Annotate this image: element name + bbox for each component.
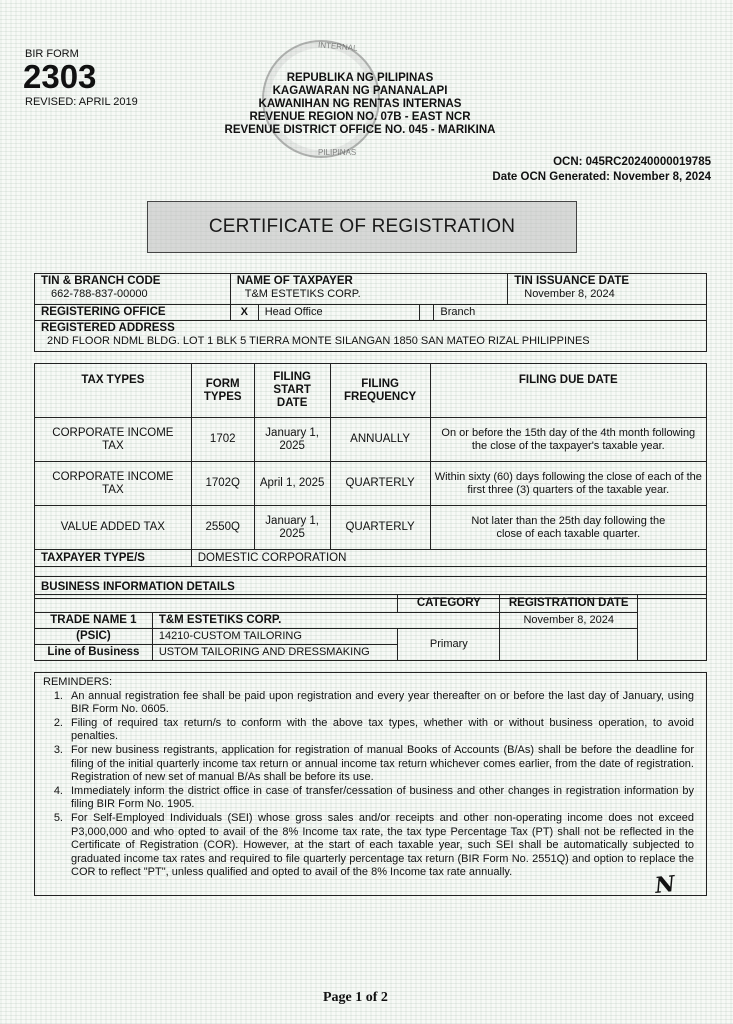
taxpayer-name-value: T&M ESTETIKS CORP. (244, 288, 361, 300)
tax-table-header-row (35, 364, 707, 418)
reminder-text: For new business registrants, application for registration of manual Books of Accounts (B/As) shall be before the deadline for filing of the initial quarterly income tax return or annual income tax return whichever comes earlier, from the date of registration. Registration of new set of manual B/As shall be before its use. (71, 743, 694, 784)
registering-office-row (35, 305, 707, 321)
reminders-list (43, 690, 698, 880)
reminders-box (34, 672, 707, 896)
spacer (35, 567, 707, 577)
reminders-title: REMINDERS: (43, 676, 113, 688)
registration-date-label: REGISTRATION DATE (500, 595, 638, 613)
registered-address-cell (35, 321, 707, 352)
filing-due-date: On or before the 15th day of the 4th month following the close of the taxpayer's taxable year. (430, 418, 706, 462)
reminder-text: Filing of required tax return/s to conform with the above tax types, whether with or without business operation, to avoid penalties. (71, 716, 694, 743)
agency-line-bureau: KAWANIHAN NG RENTAS INTERNAS (258, 98, 462, 110)
reminder-text: Immediately inform the district office in case of transfer/cessation of business and other changes in registration information by filing BIR Form No. 1905. (71, 784, 694, 811)
signature-initial-icon: N (653, 871, 677, 899)
tax-row (35, 418, 707, 462)
registration-date-blank (500, 629, 638, 661)
form-type: 1702Q (191, 462, 254, 506)
trade-name-label: TRADE NAME 1 (35, 613, 153, 629)
form-label: BIR FORM (25, 48, 79, 60)
ocn-block (492, 155, 711, 185)
tin-value: 662-788-837-00000 (51, 288, 148, 300)
reminder-number: 2. (53, 716, 63, 729)
agency-line-department: KAGAWARAN NG PANANALAPI (272, 85, 448, 97)
reminder-text: An annual registration fee shall be paid upon registration and every year thereafter on or before the last day of January, using BIR Form No. 0605. (71, 689, 694, 716)
registered-address-label: REGISTERED ADDRESS (41, 322, 175, 334)
trade-name-row (35, 613, 707, 629)
head-office-checkbox: X (230, 305, 258, 321)
form-number: 2303 (23, 58, 97, 95)
line-of-business-value: USTOM TAILORING AND DRESSMAKING (152, 645, 398, 661)
business-header-trailing (638, 595, 707, 613)
tin-cell (35, 274, 231, 305)
tin-issuance-value: November 8, 2024 (524, 288, 615, 300)
category-value: Primary (398, 629, 500, 661)
seal-bottom-text: PILIPINAS (318, 148, 357, 157)
taxpayer-name-cell (230, 274, 508, 305)
seal-top-text: INTERNAL (317, 40, 358, 53)
header-filing-due-date: FILING DUE DATE (430, 364, 706, 418)
category-label: CATEGORY (398, 595, 500, 613)
title-banner (147, 201, 577, 253)
filing-frequency: QUARTERLY (330, 506, 430, 550)
header-filing-start-date: FILING START DATE (254, 364, 330, 418)
taxpayer-name-label: NAME OF TAXPAYER (236, 275, 353, 287)
agency-line-region: REVENUE REGION NO. 07B - EAST NCR (249, 111, 471, 123)
reminder-number: 1. (53, 689, 63, 702)
agency-line-republic: REPUBLIKA NG PILIPINAS (286, 72, 434, 84)
reminder-text: For Self-Employed Individuals (SEI) whose gross sales and/or receipts and other non-operating income does not exceed P3,000,000 and who opted to avail of the 8% Income tax rate, the tax type Percentage Tax (PT) shall not be reflected in the Certificate of Registration (COR). However, at the start of each taxable year, such SEI shall be automatically subjected to graduated income tax rates and required to file quarterly percentage tax return (BIR Form No. 2551Q) and option to replace the COR to reflect "PT", unless qualified and opted to avail of the 8% Income tax rate annually. (71, 811, 694, 879)
tax-row (35, 506, 707, 550)
header-tax-types: TAX TYPES (35, 364, 192, 418)
reminder-item (43, 812, 698, 880)
filing-due-date: Not later than the 25th day following the close of each taxable quarter. (430, 506, 706, 550)
branch-label: Branch (434, 305, 707, 321)
head-office-label: Head Office (258, 305, 420, 321)
taxpayer-type-value: DOMESTIC CORPORATION (191, 550, 706, 567)
agency-heading (200, 72, 520, 137)
tax-type: VALUE ADDED TAX (35, 506, 192, 550)
page-number: Page 1 of 2 (323, 990, 388, 1005)
taxpayer-info-table (34, 273, 707, 352)
reminder-number: 5. (53, 811, 63, 824)
tax-types-table (34, 363, 707, 599)
business-info-table (34, 594, 707, 661)
tin-issuance-cell (508, 274, 707, 305)
taxpayer-identity-row (35, 274, 707, 305)
tin-issuance-label: TIN ISSUANCE DATE (514, 275, 630, 287)
reminder-number: 4. (53, 784, 63, 797)
business-header-row (35, 595, 707, 613)
trade-name-value: T&M ESTETIKS CORP. (152, 613, 499, 629)
reminder-item (43, 717, 698, 744)
header-form-types: FORM TYPES (191, 364, 254, 418)
psic-row (35, 629, 707, 645)
form-type: 2550Q (191, 506, 254, 550)
page-title: CERTIFICATE OF REGISTRATION (208, 216, 516, 237)
reminder-item (43, 690, 698, 717)
ocn-number: OCN: 045RC20240000019785 (553, 156, 711, 168)
registration-date-value: November 8, 2024 (500, 613, 638, 629)
business-header-blank (35, 595, 398, 613)
psic-value: 14210-CUSTOM TAILORING (152, 629, 398, 645)
business-info-label: BUSINESS INFORMATION DETAILS (35, 577, 707, 599)
line-of-business-label: Line of Business (35, 645, 153, 661)
taxpayer-type-label: TAXPAYER TYPE/S (35, 550, 192, 567)
reminder-number: 3. (53, 743, 63, 756)
filing-frequency: ANNUALLY (330, 418, 430, 462)
spacer-row (35, 567, 707, 577)
branch-checkbox (420, 305, 434, 321)
agency-line-district: REVENUE DISTRICT OFFICE NO. 045 - MARIKINA (224, 124, 496, 136)
tin-label: TIN & BRANCH CODE (41, 275, 161, 287)
psic-label: (PSIC) (35, 629, 153, 645)
reminder-item (43, 785, 698, 812)
filing-start-date: January 1, 2025 (254, 418, 330, 462)
registered-address-value: 2ND FLOOR NDML BLDG. LOT 1 BLK 5 TIERRA MONTE SILANGAN 1850 SAN MATEO RIZAL PHILIPPINES (47, 335, 590, 347)
registering-office-label: REGISTERING OFFICE (35, 305, 231, 321)
reminder-item (43, 744, 698, 785)
form-type: 1702 (191, 418, 254, 462)
form-revision-date: REVISED: APRIL 2019 (25, 96, 138, 108)
ocn-date: Date OCN Generated: November 8, 2024 (492, 171, 711, 183)
tax-type: CORPORATE INCOME TAX (35, 418, 192, 462)
filing-start-date: April 1, 2025 (254, 462, 330, 506)
tax-type: CORPORATE INCOME TAX (35, 462, 192, 506)
taxpayer-type-row (35, 550, 707, 567)
registered-address-row (35, 321, 707, 352)
tax-row (35, 462, 707, 506)
filing-due-date: Within sixty (60) days following the close of each of the first three (3) quarters of the taxable year. (430, 462, 706, 506)
filing-start-date: January 1, 2025 (254, 506, 330, 550)
filing-frequency: QUARTERLY (330, 462, 430, 506)
business-trailing-cell (638, 613, 707, 661)
header-filing-frequency: FILING FREQUENCY (330, 364, 430, 418)
